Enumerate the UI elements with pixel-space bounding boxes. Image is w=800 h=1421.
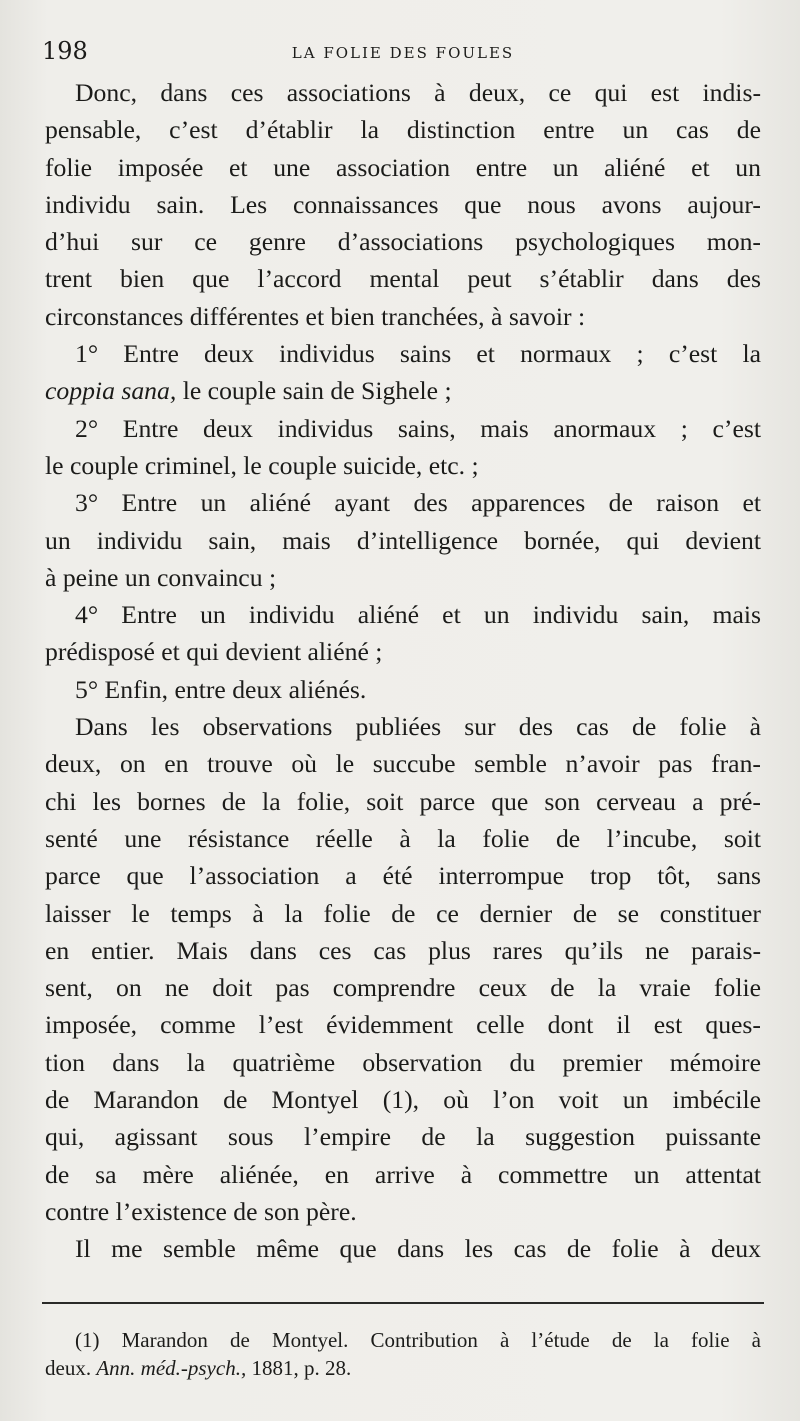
text-line: senté une résistance réelle à la folie de l’incube, soit [45,823,761,853]
text-line: laisser le temps à la folie de ce dernier de se constituer [45,898,761,928]
text-line: deux, on en trouve où le succube semble n’avoir pas fran- [45,749,761,779]
text-line: parce que l’association a été interrompue trop tôt, sans [45,861,761,891]
text-line: 5° Enfin, entre deux aliénés. [75,674,367,704]
text-line: trent bien que l’accord mental peut s’établir dans des [45,264,761,294]
text-line: contre l’existence de son père. [45,1196,357,1226]
text-line: prédisposé et qui devient aliéné ; [45,637,383,667]
body-text [45,74,761,1268]
text-line: individu sain. Les connaissances que nous avons aujour- [45,189,761,219]
footnote-rule [42,1302,764,1304]
text-line: Dans les observations publiées sur des cas de folie à [75,712,761,742]
text-line: chi les bornes de la folie, soit parce que son cerveau a pré- [45,786,761,816]
text-line: imposée, comme l’est évidemment celle dont il est ques- [45,1010,761,1040]
text-line: sent, on ne doit pas comprendre ceux de la vraie folie [45,973,761,1003]
footnote-line-mixed [45,1354,761,1382]
text-line: le couple criminel, le couple suicide, etc. ; [45,450,479,480]
text-line: en entier. Mais dans ces cas plus rares qu’ils ne parais- [45,935,761,965]
text-line: à peine un convaincu ; [45,562,277,592]
footnote-text: deux. [45,1356,92,1380]
text-line: qui, agissant sous l’empire de la suggestion puissante [45,1122,761,1152]
italic-term: coppia sana, [45,376,177,406]
text-line: 3° Entre un aliéné ayant des apparences de raison et [75,488,761,518]
text-line: 2° Entre deux individus sains, mais anormaux ; c’est [75,413,761,443]
text-span: le couple sain de Sighele ; [182,376,452,406]
text-line: 1° Entre deux individus sains et normaux ; c’est la [75,339,761,369]
text-line: folie imposée et une association entre un aliéné et un [45,152,761,182]
text-line: de sa mère aliénée, en arrive à commettre un attentat [45,1159,761,1189]
journal-title: Ann. méd.-psych., [96,1356,247,1380]
text-line: de Marandon de Montyel (1), où l’on voit un imbécile [45,1085,761,1115]
text-line: pensable, c’est d’établir la distinction entre un cas de [45,115,761,145]
page-number: 198 [42,37,88,65]
footnote [45,1326,761,1382]
text-line: 4° Entre un individu aliéné et un individu sain, mais [75,600,761,630]
text-line: Donc, dans ces associations à deux, ce qui est indis- [75,78,761,107]
running-head [42,36,764,66]
footnote-line: (1) Marandon de Montyel. Contribution à l’étude de la folie à [75,1328,761,1352]
text-line: d’hui sur ce genre d’associations psychologiques mon- [45,227,761,257]
footnote-text: 1881, p. 28. [251,1356,352,1380]
text-line: Il me semble même que dans les cas de folie à deux [75,1234,761,1264]
text-line-mixed [45,372,761,409]
text-line: circonstances différentes et bien tranchées, à savoir : [45,301,586,331]
running-title: LA FOLIE DES FOULES [291,44,515,62]
text-line: tion dans la quatrième observation du premier mémoire [45,1047,761,1077]
text-line: un individu sain, mais d’intelligence bornée, qui devient [45,525,761,555]
